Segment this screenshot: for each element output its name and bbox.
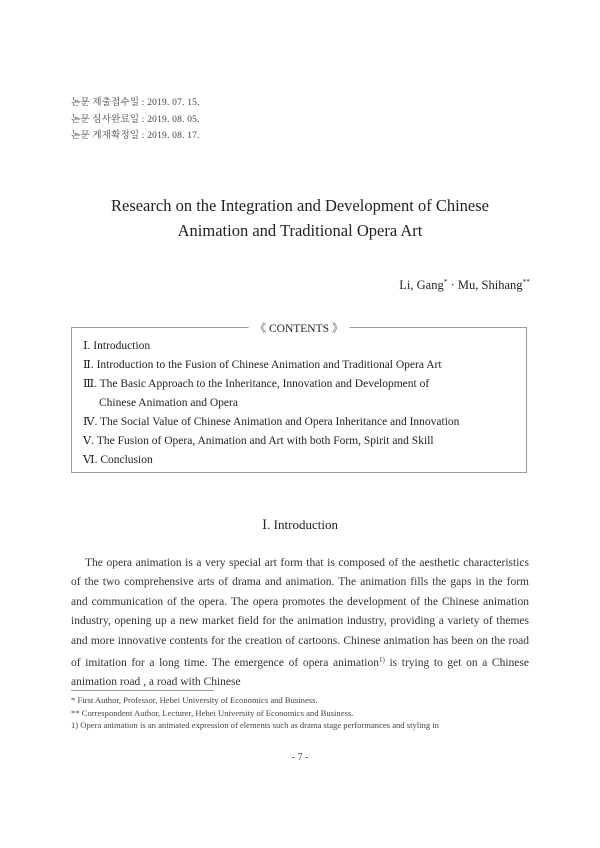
toc-list: [83, 337, 520, 470]
toc-item-2: Ⅱ. Introduction to the Fusion of Chinese Animation and Traditional Opera Art: [83, 359, 442, 371]
paragraph: [71, 554, 529, 693]
author-line: [399, 277, 530, 293]
paper-title: [60, 193, 540, 243]
footnotes: [71, 694, 531, 732]
author-2: Mu, Shihang: [457, 278, 523, 292]
title-line-2: Animation and Traditional Opera Art: [177, 221, 423, 240]
footnote-reference: 1): [378, 656, 385, 665]
footnote-first-author: * First Author, Professor, Hebei University of Economics and Business.: [71, 695, 318, 705]
contents-box: [71, 323, 527, 473]
author-2-mark: **: [522, 277, 530, 286]
footnote-1: 1) Opera animation is an animated expression of elements such as drama stage performances and styling in: [71, 720, 439, 730]
body-text: [71, 554, 529, 693]
date-confirmed: 논문 게재확정일 : 2019. 08. 17.: [71, 131, 200, 141]
author-1-mark: *: [443, 277, 448, 286]
toc-item-3: Ⅲ. The Basic Approach to the Inheritance, Innovation and Development of: [83, 378, 430, 390]
author-separator: ·: [447, 278, 458, 292]
toc-item-6: Ⅵ. Conclusion: [83, 454, 153, 466]
footnote-divider: [71, 690, 214, 691]
date-reviewed: 논문 심사완료일 : 2019. 08. 05.: [71, 114, 200, 125]
author-1: Li, Gang: [399, 278, 444, 292]
title-line-1: Research on the Integration and Development of Chinese: [110, 196, 489, 215]
toc-item-5: Ⅴ. The Fusion of Opera, Animation and Art with both Form, Spirit and Skill: [83, 435, 434, 447]
submission-dates: [71, 95, 200, 145]
section-heading: Ⅰ. Introduction: [262, 517, 338, 532]
toc-item-1: Ⅰ. Introduction: [83, 340, 151, 352]
page-number: - 7 -: [291, 752, 309, 763]
paragraph-tail: is trying to get on a Chinese animation road , a road with Chinese: [71, 657, 529, 689]
date-submitted: 논문 제출접수일 : 2019. 07. 15.: [71, 98, 200, 108]
toc-item-3-continued: Chinese Animation and Opera: [99, 397, 238, 409]
contents-heading: 《 CONTENTS 》: [249, 320, 350, 336]
paragraph-main: The opera animation is a very special art form that is composed of the aesthetic characteristics of the two comprehensive arts of drama and animation. The animation fills the gaps in the form and communication of the opera. The opera promotes the development of the Chinese animation industry, opening up a new market field for the animation industry, providing a variety of themes and more innovative contents for the creation of cartoons. Chinese animation has been on the road of imitation for a long time. The emergence of opera animation: [71, 557, 529, 670]
toc-item-4: Ⅳ. The Social Value of Chinese Animation and Opera Inheritance and Innovation: [83, 416, 460, 428]
footnote-corresponding-author: ** Correspondent Author, Lecturer, Hebei University of Economics and Business.: [71, 707, 354, 718]
